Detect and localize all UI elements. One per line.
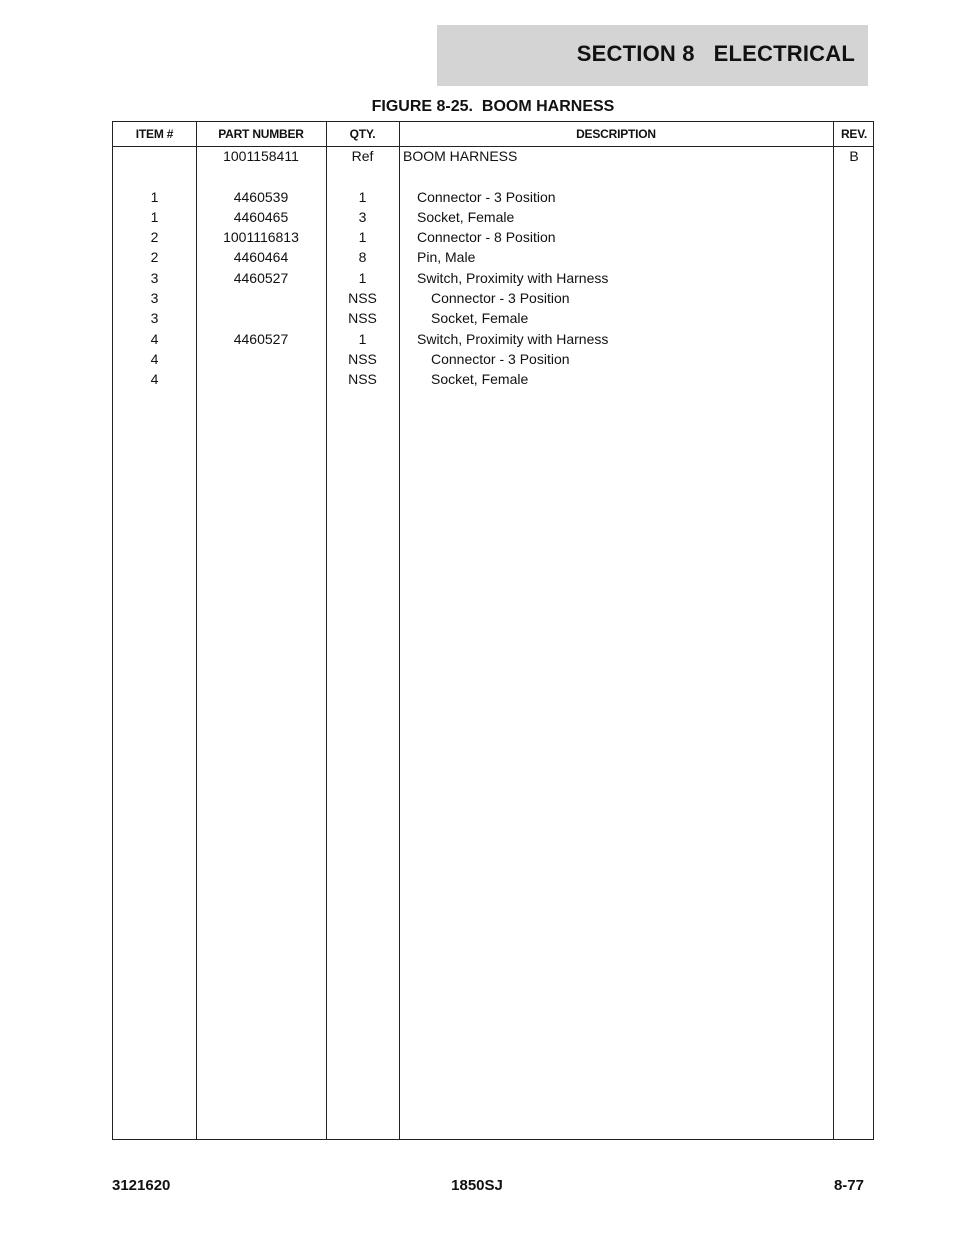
- description-cell: Pin, Male: [417, 249, 476, 266]
- qty-cell: 1: [358, 188, 367, 205]
- qty-cell: 1: [358, 330, 367, 347]
- table-row: [113, 329, 873, 349]
- part-number-cell: 4460464: [233, 249, 289, 266]
- qty-cell: 1: [358, 269, 367, 286]
- table-row: [113, 308, 873, 328]
- column-header-part-number: PART NUMBER: [218, 127, 304, 141]
- section-header: [437, 25, 868, 86]
- item-cell: 4: [150, 371, 159, 388]
- part-number-cell: 1001116813: [223, 229, 299, 246]
- item-cell: 2: [150, 229, 159, 246]
- description-cell: Switch, Proximity with Harness: [417, 330, 609, 347]
- part-number-cell: 4460465: [233, 208, 289, 225]
- table-row: [113, 369, 873, 389]
- description-cell: Socket, Female: [431, 310, 529, 327]
- description-cell: Connector - 3 Position: [417, 188, 556, 205]
- description-cell: BOOM HARNESS: [403, 148, 518, 164]
- parts-table: [112, 121, 874, 1140]
- item-cell: 4: [150, 330, 159, 347]
- description-cell: Connector - 3 Position: [431, 290, 570, 307]
- qty-cell: NSS: [348, 350, 377, 367]
- column-header-item: ITEM #: [135, 127, 174, 141]
- column-header-rev: REV.: [840, 127, 868, 141]
- table-row: [113, 227, 873, 247]
- item-cell: 1: [150, 188, 159, 205]
- qty-cell: 8: [358, 249, 367, 266]
- part-number-cell: 4460539: [233, 188, 289, 205]
- figure-title: FIGURE 8-25. BOOM HARNESS: [371, 98, 615, 115]
- table-row: [113, 207, 873, 227]
- qty-cell: Ref: [351, 148, 374, 164]
- description-cell: Connector - 3 Position: [431, 350, 570, 367]
- qty-cell: NSS: [348, 290, 377, 307]
- column-header-qty: QTY.: [349, 127, 376, 141]
- footer-page-number: 8-77: [833, 1177, 864, 1194]
- item-cell: 3: [150, 269, 159, 286]
- part-number-cell: 1001158411: [223, 148, 299, 164]
- qty-cell: 3: [358, 208, 367, 225]
- table-row: [113, 247, 873, 267]
- column-header-description: DESCRIPTION: [576, 127, 656, 141]
- description-cell: Switch, Proximity with Harness: [417, 269, 609, 286]
- description-cell: Connector - 8 Position: [417, 229, 556, 246]
- table-row: [113, 288, 873, 308]
- footer-model: 1850SJ: [451, 1177, 503, 1194]
- qty-cell: NSS: [348, 310, 377, 327]
- part-number-cell: 4460527: [233, 269, 289, 286]
- item-cell: 4: [150, 350, 159, 367]
- section-title: SECTION 8 ELECTRICAL: [576, 41, 855, 66]
- table-row: [113, 268, 873, 288]
- item-cell: 3: [150, 310, 159, 327]
- description-cell: Socket, Female: [431, 371, 529, 388]
- table-row: [113, 349, 873, 369]
- qty-cell: NSS: [348, 371, 377, 388]
- rev-cell: B: [849, 148, 859, 164]
- table-row: [113, 146, 873, 166]
- item-cell: 1: [150, 208, 159, 225]
- item-cell: 3: [150, 290, 159, 307]
- table-row: [113, 187, 873, 207]
- item-cell: 2: [150, 249, 159, 266]
- qty-cell: 1: [358, 229, 367, 246]
- table-body: [113, 146, 873, 390]
- footer-doc-number: 3121620: [112, 1177, 171, 1194]
- part-number-cell: 4460527: [233, 330, 289, 347]
- description-cell: Socket, Female: [417, 208, 515, 225]
